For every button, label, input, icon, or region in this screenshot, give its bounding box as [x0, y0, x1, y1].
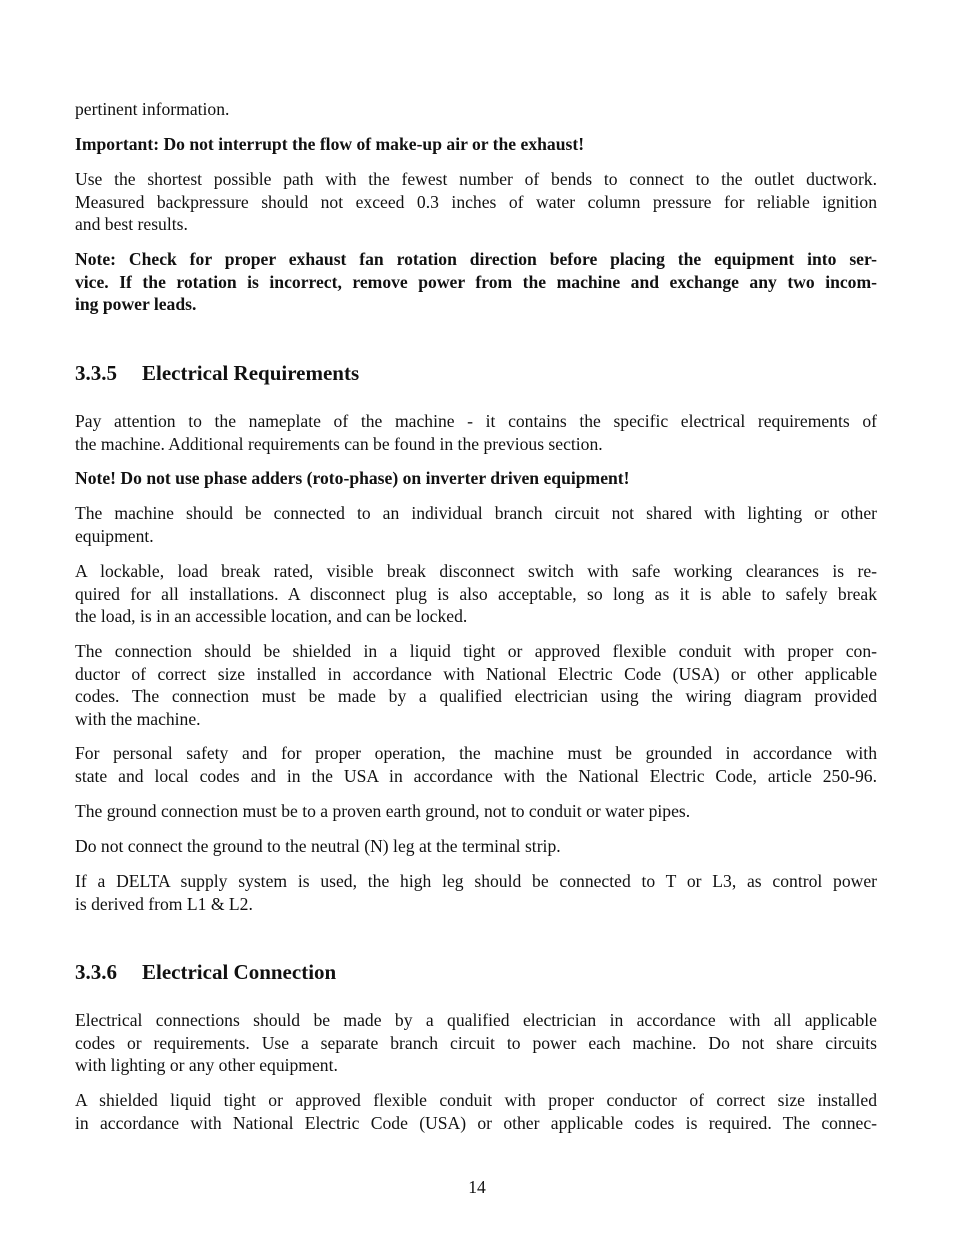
text-line: the machine. Additional requirements can be found in the previous section. — [75, 433, 603, 454]
text-line: Important: Do not interrupt the flow of make-up air or the exhaust! — [75, 134, 585, 154]
text-line: with lighting or any other equipment. — [75, 1055, 338, 1076]
text-line: equipment. — [75, 525, 154, 546]
text-line: is derived from L1 & L2. — [75, 893, 253, 914]
paragraph — [75, 168, 877, 236]
text-line: Electrical connections should be made by a qualified electrician in accordance with all applicable — [75, 1010, 877, 1030]
paragraph — [75, 502, 877, 547]
text-line: Pay attention to the nameplate of the machine - it contains the specific electrical requirements of — [75, 411, 877, 431]
text-line: codes. The connection must be made by a qualified electrician using the wiring diagram provided — [75, 686, 877, 707]
paragraph — [75, 98, 877, 121]
paragraph — [75, 742, 877, 787]
text-line: Note: Check for proper exhaust fan rotation direction before placing the equipment into ser- — [75, 249, 877, 269]
text-line: The connection should be shielded in a liquid tight or approved flexible conduit with proper con- — [75, 641, 877, 661]
text-line: For personal safety and for proper operation, the machine must be grounded in accordance with — [75, 743, 877, 763]
text-line: the load, is in an accessible location, and can be locked. — [75, 606, 468, 627]
section-number: 3.3.5 — [75, 361, 117, 385]
paragraph — [75, 835, 877, 858]
paragraph — [75, 410, 877, 455]
text-line: vice. If the rotation is incorrect, remove power from the machine and exchange any two incom- — [75, 271, 877, 292]
section-title: Electrical Requirements — [142, 361, 360, 385]
section-heading — [75, 360, 359, 386]
text-line: quired for all installations. A disconnect plug is also acceptable, so long as it is able to safely break — [75, 583, 877, 604]
text-line: The machine should be connected to an individual branch circuit not shared with lighting or other — [75, 503, 877, 523]
important-notice — [75, 133, 877, 156]
note-paragraph — [75, 248, 877, 316]
paragraph — [75, 800, 877, 823]
text-line: Measured backpressure should not exceed 0.3 inches of water column pressure for reliable ignition — [75, 191, 877, 212]
text-line: A shielded liquid tight or approved flexible conduit with proper conductor of correct size installed — [75, 1090, 877, 1110]
paragraph — [75, 1009, 877, 1077]
text-line: ing power leads. — [75, 294, 197, 315]
paragraph — [75, 1089, 877, 1134]
section-number: 3.3.6 — [75, 960, 117, 984]
text-line: state and local codes and in the USA in accordance with the National Electric Code, article 250-96. — [75, 765, 877, 786]
text-line: Use the shortest possible path with the fewest number of bends to connect to the outlet ductwork. — [75, 169, 877, 189]
text-line: with the machine. — [75, 708, 201, 729]
paragraph — [75, 870, 877, 915]
text-line: in accordance with National Electric Code (USA) or other applicable codes is required. The connec- — [75, 1112, 877, 1133]
page-number: 14 — [468, 1177, 486, 1197]
text-line: and best results. — [75, 214, 188, 235]
text-line: Note! Do not use phase adders (roto-phase) on inverter driven equipment! — [75, 468, 630, 488]
text-line: If a DELTA supply system is used, the high leg should be connected to T or L3, as control power — [75, 871, 877, 891]
text-line: Do not connect the ground to the neutral (N) leg at the terminal strip. — [75, 836, 561, 856]
note-paragraph — [75, 467, 877, 490]
paragraph — [75, 640, 877, 730]
text-line: A lockable, load break rated, visible break disconnect switch with safe working clearances is re- — [75, 561, 877, 581]
text-line: The ground connection must be to a proven earth ground, not to conduit or water pipes. — [75, 801, 691, 821]
paragraph — [75, 560, 877, 628]
text-line: codes or requirements. Use a separate branch circuit to power each machine. Do not share circuits — [75, 1032, 877, 1053]
text-line: ductor of correct size installed in accordance with National Electric Code (USA) or other applicable — [75, 663, 877, 684]
section-title: Electrical Connection — [142, 960, 337, 984]
section-heading — [75, 959, 336, 985]
text-line: pertinent information. — [75, 99, 230, 119]
